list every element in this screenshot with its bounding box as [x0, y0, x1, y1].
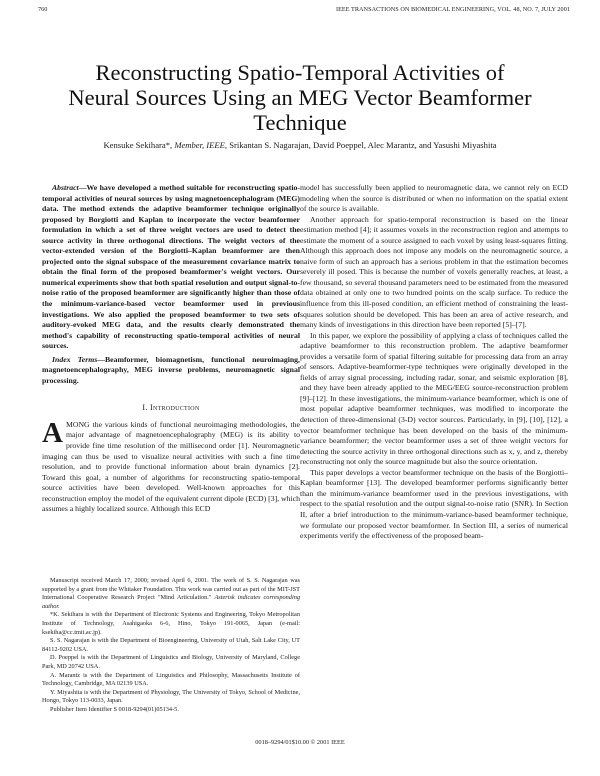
abstract-text: We have developed a method suitable for reconstructing spatio-temporal activities of neural sources by using magnetoencephalogram (MEG) data. The method extends the adaptive beamformer technique originally proposed by Borgiotti and Kaplan to incorporate the vector beamformer formulation in which a set of three weight vectors are used to detect the source activity in three orthogonal directions. The weight vectors of the vector-extended version of the Borgiotti–Kaplan beamformer are then projected onto the signal subspace of the measurement covariance matrix to obtain the final form of the proposed beamformer's weight vectors. Our numerical experiments show that both spatial resolution and output signal-to-noise ratio of the proposed beamformer are significantly higher than those of the minimum-variance-based vector beamformer used in previous investigations. We also applied the proposed beamformer to two sets of auditory-evoked MEG data, and the results clearly demonstrated the method's capability of reconstructing spatio-temporal activities of neural sources.	[42, 183, 300, 351]
title-line: Neural Sources Using an MEG Vector Beamformer	[68, 85, 532, 110]
author-first: Kensuke Sekihara*,	[103, 140, 173, 150]
section-heading	[42, 403, 300, 414]
footnote-marantz: A. Marantz is with the Department of Linguistics and Philosophy, Massachusetts Institute of Technology, Cambridge, MA 02139 USA.	[42, 671, 300, 688]
section-title: Introduction	[149, 403, 200, 413]
intro-paragraph-1-text: MONG the various kinds of functional neuroimaging methodologies, the major advantage of magnetoencephalography (MEG) is its ability to provide fine time resolution of the millisecond order [1]. Neuromagnetic imaging can thus be used to visualize neural activities with such a fine time resolution, and to provide functional information about brain dynamics [2]. Toward this goal, a number of algorithms for reconstructing spatio-temporal source activities have been developed. Well-known approaches for this reconstruction employ the model of the equivalent current dipole (ECD) [3], which assumes a highly localized source. Although this ECD	[42, 419, 300, 514]
intro-paragraph-1	[42, 416, 300, 515]
author-list	[30, 140, 570, 151]
footnotes	[42, 577, 300, 715]
footnote-received-text: Manuscript received March 17, 2000; revised April 6, 2001. The work of S. S. Nagarajan was supported by a grant from the Whitaker Foundation. This work was carried out as part of the MIT-JST International Cooperative Research Project "Mind Articulation."	[42, 577, 300, 602]
footnote-received	[42, 577, 300, 611]
left-column	[42, 183, 300, 515]
title-line: Reconstructing Spatio-Temporal Activities of	[95, 60, 505, 85]
page-number: 760	[38, 6, 48, 13]
paper-title	[30, 60, 570, 135]
dropcap: A	[42, 416, 63, 449]
intro-paragraph-1-continued: model has successfully been applied to neuromagnetic data, we cannot rely on ECD modeling when the source is distributed or when no information on the spatial extent of the source is available.	[300, 183, 568, 214]
journal-name: IEEE TRANSACTIONS ON BIOMEDICAL ENGINEERING, VOL. 48, NO. 7, JULY 2001	[335, 6, 570, 13]
index-terms-label: Index Terms	[52, 354, 98, 364]
footnote-sekihara: *K. Sekihara is with the Department of Electronic Systems and Engineering, Tokyo Metropolitan Institute of Technology, Asahigaoka 6-6, Hino, Tokyo 191-0065, Japan (e-mail: ksekiha@cc.tmit.ac.jp).	[42, 611, 300, 636]
right-column	[300, 183, 568, 542]
footnote-asterisk-note: Asterisk indicates corresponding author.	[42, 594, 300, 610]
abstract	[42, 183, 300, 352]
intro-paragraph-2: Another approach for spatio-temporal reconstruction is based on the linear estimation method [4]; it assumes voxels in the reconstruction region and attempts to estimate the moment of a source assigned to each voxel by using least-squares fitting. Although this approach does not impose any models on the neuromagnetic source, a naive form of such an approach has a serious problem in that the estimation becomes severely ill posed. This is because the number of voxels generally reaches, at least, a few thousand, so several thousand parameters need to be estimated from the measured data obtained at only one to two hundred points on the scalp surface. To reduce the influence from this ill-posed condition, an efficient method of constraining the least-squares solution should be developed. This has been an area of active research, and many kinds of investigations in this direction have been reported [5]–[7].	[300, 214, 568, 330]
intro-paragraph-3: In this paper, we explore the possibility of applying a class of techniques called the adaptive beamformer to this reconstruction problem. The adaptive beamformer provides a versatile form of spatial filtering suitable for processing data from an array of sensors. Adaptive-beamformer-type techniques were originally developed in the fields of array signal processing, including radar, sonar, and seismic exploration [8], and they have been already applied to the MEG/EEG source-reconstruction problem [9]–[12]. In these investigations, the minimum-variance beamformer, which is one of most popular adaptive beamformer techniques, was modified to incorporate the detection of three-dimensional (3-D) vector sources. Particularly, in [9], [10], [12], a vector beamformer technique has been developed on the basis of the minimum-variance beamformer; the vector beamformer uses a set of three weight vectors for detecting the source activity in three orthogonal directions such as x, y, and z, thereby reconstructing not only the source magnitude but also the source orientation.	[300, 330, 568, 467]
abstract-dash: —	[78, 183, 87, 192]
abstract-label: Abstract	[52, 183, 79, 192]
index-terms	[42, 355, 300, 387]
author-rest: Srikantan S. Nagarajan, David Poeppel, Alec Marantz, and Yasushi Miyashita	[229, 140, 497, 150]
author-membership: Member, IEEE,	[174, 140, 228, 150]
footnote-miyashita: Y. Miyashita is with the Department of Physiology, The University of Tokyo, School of Medicine, Hongo, Tokyo 113-0033, Japan.	[42, 688, 300, 705]
index-terms-dash: —	[97, 354, 106, 364]
title-line: Technique	[253, 110, 347, 135]
footnote-publisher-id: Publisher Item Identifier S 0018-9294(01)05134-5.	[50, 705, 179, 713]
running-header	[38, 6, 570, 18]
footnote-poeppel: D. Poeppel is with the Department of Linguistics and Biology, University of Maryland, College Park, MD 20742 USA.	[42, 654, 300, 670]
section-number: I.	[142, 403, 148, 413]
footnote-nagarajan: S. S. Nagarajan is with the Department of Bioengineering, University of Utah, Salt Lake City, UT 84112-9202 USA.	[42, 637, 300, 653]
copyright-line: 0018–9294/01$10.00 © 2001 IEEE	[255, 739, 345, 746]
intro-paragraph-4: This paper develops a vector beamformer technique on the basis of the Borgiotti–Kaplan beamformer [13]. The developed beamformer performs significantly better than the minimum-variance beamformer used in the previous investigations, with respect to the spatial resolution and the output signal-to-noise ratio (SNR). In Section II, after a brief introduction to the minimum-variance-based beamformer technique, we formulate our proposed vector beamformer. In Section III, a series of numerical experiments verify the effectiveness of the proposed beam-	[300, 467, 568, 541]
index-terms-text: Beamformer, biomagnetism, functional neuroimaging, magnetoencephalography, MEG inverse problems, neuromagnetic signal processing.	[42, 354, 300, 385]
